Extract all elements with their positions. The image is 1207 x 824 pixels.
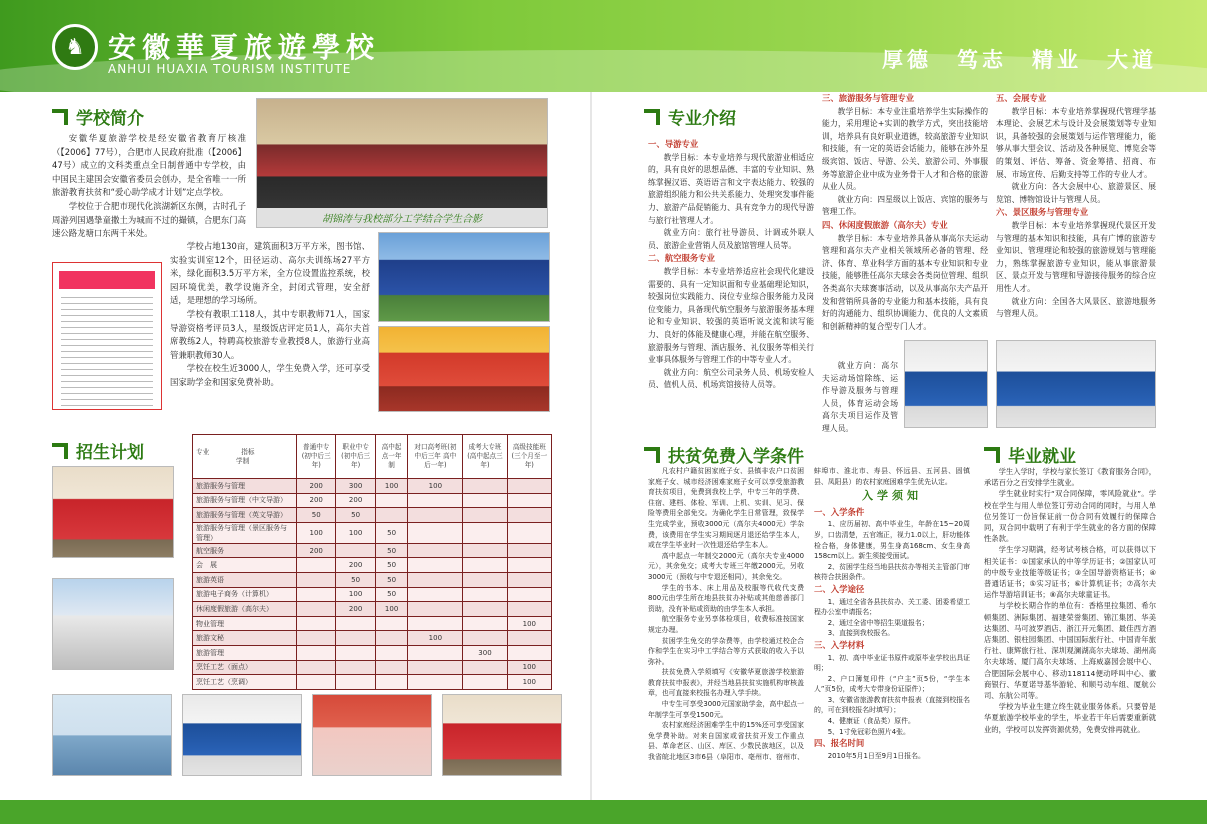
major-4-job: 就业方向：高尔夫运动场馆除练、运作导游及服务与管理人员，体育运动会场高尔夫项目运作及管理人员。 (822, 361, 898, 433)
arrow-icon (984, 447, 1000, 463)
major-3-job: 就业方向：四星级以上饭店、宾馆的服务与管理工作。 (822, 194, 988, 217)
quota-cell (507, 572, 551, 587)
quota-cell (297, 616, 336, 631)
quota-cell: 300 (463, 645, 507, 660)
table-corner-header (193, 435, 297, 479)
major-3-title: 三、旅游服务与管理专业 (822, 93, 915, 103)
table-row (193, 522, 552, 543)
employment-section-title (984, 442, 1076, 467)
column-header: 对口高考班(初中后三年 高中后一年) (408, 435, 463, 479)
quota-cell (507, 493, 551, 508)
column-header: 普通中专(初中后三年) (297, 435, 336, 479)
table-row (193, 479, 552, 494)
quota-cell (375, 616, 408, 631)
admission-req-1: 1、应历届初、高中毕业生，年龄在15~20周岁，口齿清楚，五官端正，视力1.0以上，肝功能体检合格，身体健康，男生身高168cm、女生身高158cm以上。新生须接受面试。 (814, 520, 970, 561)
certificate-body-lines (61, 297, 153, 407)
national-day-photo (378, 326, 550, 412)
quota-cell: 50 (375, 543, 408, 558)
admission-material-1: 1、初、高中毕业证书原件或原毕业学校出具证明； (814, 653, 970, 673)
quota-cell (507, 558, 551, 573)
quota-cell (507, 479, 551, 494)
major-2-job: 就业方向：航空公司录务人员、机场安检人员、值机人员、机场宾馆接待人员等。 (648, 367, 814, 390)
quota-cell: 100 (336, 522, 375, 543)
admission-channel-3: 3、直接到我校报名。 (827, 629, 895, 638)
quota-cell (297, 675, 336, 690)
quota-cell: 200 (297, 479, 336, 494)
intro-paragraph-4: 学校有教职工118人，其中专职教师71人，国家导游资格考评员3人，星级饭店评定员1人，高尔夫首席教练2人，特聘高校旅游专业教授8人，旅游行业高管兼职教师30人。 (170, 308, 370, 360)
arrow-icon (644, 109, 660, 125)
arrow-icon (52, 109, 68, 125)
quota-cell (336, 631, 375, 646)
quota-cell (507, 602, 551, 617)
major-1-goal: 教学目标：本专业培养与现代旅游业相适应的，具有良好的思想品德、丰富的专业知识、熟练掌握汉语、英语语言和文字表达能力、较强的旅游组织能力和公共关系能力、处理突发事件能力、旅游产品促销能力、具有竞争力的现代导游与旅行社管理人才。 (648, 152, 814, 225)
quota-cell (463, 587, 507, 602)
majors-column-1 (648, 138, 814, 392)
enrollment-table (192, 434, 552, 690)
major-6-title: 六、景区服务与管理专业 (996, 207, 1089, 218)
major-5-goal: 教学目标：本专业培养掌握现代管理学基本理论、会展艺术与设计及会展策划等专业知识，具备较强的会展策划与运作管理能力，能够从事大型会议、活动及各种展览、博览会等的策划、评估、筹备、资金筹措、招商、布展、市场宣传、后勤支持等工作的专业人才。 (996, 106, 1156, 179)
intro-paragraph-2: 学校位于合肥市现代化滨湖新区东侧，古时孔子周游列国遇挚童撒土为城而不过的撮镇，合肥东门高速公路龙塘口东两千米处。 (52, 200, 246, 239)
admission-channel-2: 2、通过全省中等招生渠道报名； (827, 618, 929, 627)
stage-performance-photo (312, 694, 432, 776)
header-banner (0, 0, 1207, 92)
quota-cell (336, 675, 375, 690)
intro-paragraph-5: 学校在校生近3000人，学生免费入学，还可享受国家助学金和国家免费补助。 (170, 363, 370, 387)
uniformed-girls-photo (52, 578, 174, 670)
quota-cell (408, 543, 463, 558)
admission-material-5: 5、1寸免冠彩色照片4张。 (827, 727, 910, 736)
school-name-en: ANHUI HUAXIA TOURISM INSTITUTE (108, 62, 352, 76)
quota-cell (336, 543, 375, 558)
admission-material-4: 4、健康证（食品类）原件。 (827, 717, 915, 726)
quota-cell: 50 (297, 508, 336, 523)
table-row (193, 645, 552, 660)
enroll-section-title (52, 438, 144, 463)
campus-pool-photo (52, 694, 172, 776)
quota-cell (297, 645, 336, 660)
quota-cell: 100 (375, 479, 408, 494)
table-row (193, 493, 552, 508)
major-3-goal: 教学目标：本专业注重培养学生实际操作的能力，采用理论+实训的教学方式，突出技能培训，培养具有良好职业道德，较高旅游专业知识和技能，有一定的英语会话能力，能够在涉外星级宾馆、饭店、导游、公关、旅游公司、外事服务等旅游企业中成为业务骨干人才和合格的旅游从业人员。 (822, 106, 988, 192)
quota-cell (408, 660, 463, 675)
major-1-title: 一、导游专业 (648, 139, 699, 149)
major-name-cell: 物业管理 (193, 616, 297, 631)
intro-section-title (52, 104, 144, 129)
aid-paragraph-2: 高中起点一年制交2000元（高尔夫专业4000元），其余免交；成考大专班三年缴2000元，另收3000元（预收与中专退还相同），其余免交。 (648, 551, 804, 581)
major-name-cell: 烹饪工艺（面点） (193, 660, 297, 675)
majors-column-2 (822, 92, 988, 333)
header-level: 学制 (236, 456, 250, 465)
column-header: 高中起点一年制 (375, 435, 408, 479)
employment-paragraph-1: 学生入学时，学校与家长签订《教育服务合同》，承诺百分之百安排学生就业。 (984, 467, 1156, 488)
major-4-goal: 教学目标：本专业培养具备从事高尔夫运动管理和高尔夫产业相关领域所必备的管理、经济、体育、草业科学方面的基本专业知识和专业技能，能够胜任高尔夫球会各类岗位管理、组织各类高尔夫球赛事活动，以及从事高尔夫产品开发和营销所具备的专业能力和基本技能，具有良好的沟通能力、组织协调能力、优良的人文素质和创新精神的复合型专门人才。 (822, 233, 988, 331)
major-name-cell: 航空服务 (193, 543, 297, 558)
quota-cell: 200 (336, 493, 375, 508)
aid-title-text: 扶贫免费入学条件 (668, 447, 804, 467)
quota-cell: 50 (336, 508, 375, 523)
employment-paragraph-3: 学生学习期满，经考试考核合格，可以获得以下相关证书：①国家承认的中等学历证书；②国家认可的中级专业技能等级证书；③全国导游资格证书；④普通话证书；⑤实习证书；⑥计算机证书；⑦高尔夫运作导游培训证书；⑧高尔夫球童证书。 (984, 545, 1156, 600)
quota-cell (507, 645, 551, 660)
aid-section-title (644, 442, 804, 467)
major-4-title: 四、休闲度假旅游（高尔夫）专业 (822, 219, 948, 230)
quota-cell (408, 616, 463, 631)
aid-paragraph-8: 农村家庭经济困难学生中的15%还可享受国家免学费补助。对来自国家或省扶贫开发工作重点县、革命老区、山区、库区、少数民族地区，以及我省皖北地区3市6县（阜阳市、亳州市、宿州市、蚌埠市、淮北市、寿县、怀远县、五河县、固镇县、凤阳县）的农村家庭困难学生优先认定。 (648, 467, 970, 762)
quota-cell (297, 572, 336, 587)
quota-cell (408, 508, 463, 523)
aid-paragraph-1: 凡农村户籍贫困家庭子女、县镇非农户口贫困家庭子女、城市经济困难家庭子女可以享受旅游教育扶贫项目，免费到我校上学，中专三年的学费、住宿、建档、体检、军训、上机、实训、见习、保险等费用全部免交。为确化学生日常管理，致保学生完成学业，预收3000元（高尔夫4000元）学杂费，该费用在学生实习期间逐月退还给学生本人，或在学生毕业时一次性退还给学生本人。 (648, 467, 804, 550)
table-row (193, 602, 552, 617)
quota-cell (375, 508, 408, 523)
quota-cell (408, 558, 463, 573)
quota-cell (463, 493, 507, 508)
quota-cell (507, 508, 551, 523)
page-fold-divider (590, 92, 592, 800)
employment-paragraph-4: 与学校长期合作的单位有：香格里拉集团、希尔顿集团、洲际集团、福建荣誉集团、锦江集团、华美达集团、马可波罗酒店、浙江开元集团、最佳西方酒店集团、银柱园集团、中国国际旅行社、中国青年旅行社、康辉旅行社、深圳观澜湖高尔夫球场、湖州高尔夫球场、厦门高尔夫球场、上海威嘉园会展中心、合肥国际会展中心、移动118114便动呼叫中心、徽商银行、华夏诺导基华游轮、和顺号动车组、厦航公司、东航公司等。 (984, 601, 1156, 701)
group-photo (256, 98, 548, 228)
major-name-cell: 旅游文秘 (193, 631, 297, 646)
column-header: 高级技能班(三个月至一年) (507, 435, 551, 479)
quota-cell: 100 (507, 675, 551, 690)
quota-cell (375, 631, 408, 646)
admission-material-3: 3、安徽省旅游教育扶贫申报表（直接到校报名的，可在到校报名时填写）； (814, 695, 970, 715)
majors-title-text: 专业介绍 (668, 109, 736, 129)
table-row (193, 508, 552, 523)
quota-cell (463, 616, 507, 631)
major-1-job: 就业方向：旅行社导游员、计调或外联人员、旅游企业营销人员及旅馆管理人员等。 (648, 228, 814, 250)
quota-cell: 100 (336, 587, 375, 602)
quota-cell (463, 572, 507, 587)
employment-paragraph-5: 学校为毕业生建立终生就业服务体系。只要曾是华夏旅游学校毕业的学生，毕业若干年后需要重新就业的，学校可以发挥资源优势，免费安排再就业。 (984, 702, 1156, 734)
quota-cell (297, 602, 336, 617)
quota-cell: 200 (297, 493, 336, 508)
aid-paragraph-7: 中专生可享受3000元国家助学金，高中起点一年制学生可享受1500元。 (648, 700, 804, 719)
employment-paragraph-2: 学生就业时实行“双合同保障，零风险就业”。学校在学生与用人单位签订劳动合同的同时，与用人单位另签订一份旨保证前一份合同有效履行的保障合同，双合同中载明了有利于学生就业的各方面的保障性条款。 (984, 489, 1156, 544)
quota-cell (408, 572, 463, 587)
major-name-cell: 休闲度假旅游（高尔夫） (193, 602, 297, 617)
quota-cell: 100 (507, 616, 551, 631)
major-name-cell: 旅游服务与管理（中文导游） (193, 493, 297, 508)
aid-paragraph-5: 贫困学生免交的学杂费等，由学校通过校企合作和学生在实习中工学结合等方式获取的收入予以弥补。 (648, 636, 804, 666)
admission-req-2: 2、贫困学生经当地县扶贫办等相关主管部门审核符合扶困条件。 (814, 562, 970, 582)
major-name-cell: 旅游服务与管理（景区服务与管理） (193, 522, 297, 543)
header-index: 指标 (241, 447, 255, 456)
major-6-job: 就业方向：全国各大风景区、旅游地服务与管理人员。 (996, 296, 1156, 319)
quota-cell (336, 660, 375, 675)
enroll-title-text: 招生计划 (76, 443, 144, 463)
quota-cell (408, 675, 463, 690)
column-header: 职业中专(初中后三年) (336, 435, 375, 479)
quota-cell: 50 (375, 522, 408, 543)
school-motto: 厚德 笃志 精业 大道 (882, 48, 1157, 72)
school-logo-icon: ♞ (52, 24, 98, 70)
quota-cell: 200 (336, 558, 375, 573)
quota-cell (463, 660, 507, 675)
quota-cell: 100 (408, 631, 463, 646)
quota-cell: 200 (297, 543, 336, 558)
certificate-photo (52, 262, 162, 410)
quota-cell: 100 (408, 479, 463, 494)
admission-material-title: 三、入学材料 (814, 639, 865, 650)
quota-cell (507, 543, 551, 558)
aid-paragraph-6: 扶贫免费入学须填写《安徽华夏旅游学校旅游教育扶贫申报表》，并经当地县扶贫实施机构审核盖章，也可直接来校报名办理入学手续。 (648, 668, 804, 698)
admission-date: 2010年5月1日至9月1日报名。 (827, 751, 925, 760)
arrow-icon (52, 443, 68, 459)
major-name-cell: 旅游服务与管理 (193, 479, 297, 494)
major-name-cell: 烹饪工艺（烹调） (193, 675, 297, 690)
major-2-goal: 教学目标：本专业培养适应社会现代化建设需要的、具有一定知识面和专业基础理论知识，较强岗位实践能力、岗位专业综合服务能力及岗位变能力，具备现代航空服务与旅游服务基本理论和专业知识、较强的英语听说文流和读写能力、良好的体能及健康心理，并能在航空服务、旅游服务与管理、酒店服务、礼仪服务等相关行业事具体服务与管理工作的中等专业人才。 (648, 266, 814, 365)
school-name-cn: 安徽華夏旅遊學校 (108, 31, 381, 64)
major-5-job: 就业方向：各大会展中心、旅游景区、展览馆、博物馆设计与管理人员。 (996, 182, 1156, 204)
quota-cell: 100 (297, 522, 336, 543)
header-major: 专业 (196, 447, 210, 456)
quota-cell (463, 558, 507, 573)
quota-cell (408, 522, 463, 543)
students-blue-photo (378, 232, 550, 322)
major-name-cell: 旅游英语 (193, 572, 297, 587)
quota-cell (297, 587, 336, 602)
table-row (193, 572, 552, 587)
intro-paragraph-3: 学校占地130亩，建筑面积3万平方米，图书馆、实验实训室12个，田径运动、高尔夫训练场27平方米，绿化面积3.5万平方米，全方位设置监控系统，校园环境优美，教学设施齐全，封闭式管理，安全舒适，是理想的学习场所。 (170, 241, 370, 306)
intro-text-top (52, 132, 246, 241)
quota-cell (408, 645, 463, 660)
quota-cell: 50 (375, 558, 408, 573)
golf-course-photo (996, 340, 1156, 428)
table-row (193, 675, 552, 690)
major-5-title: 五、会展专业 (996, 93, 1047, 103)
aid-paragraph-3: 学生的书本、床上用品及校服等代收代支费800元由学生所在地县扶贫办补贴或其他慈善部门资助，没有补贴或资助的由学生本人承担。 (648, 583, 804, 613)
quota-cell (408, 493, 463, 508)
employment-text (984, 466, 1156, 735)
table-row (193, 543, 552, 558)
quota-cell (463, 631, 507, 646)
quota-cell (463, 543, 507, 558)
quota-cell (375, 675, 408, 690)
intro-paragraph-1: 安徽华夏旅游学校是经安徽省教育厅核准（【2006】77号），合肥市人民政府批准（【2006】47号）成立的文科类重点全日制普通中专学校，由中国民主建国会安徽省委员会创办，是全省唯一一所旅游教育扶贫和“爱心助学成才计划”定点学校。 (52, 133, 246, 198)
table-row (193, 587, 552, 602)
quota-cell: 300 (336, 479, 375, 494)
quota-cell (297, 558, 336, 573)
quota-cell: 50 (375, 587, 408, 602)
certificate-heading-bar (59, 271, 155, 289)
admission-material-2: 2、户口簿复印件（“户主”页5份，“学生本人”页5份，成考大专带身份证原件）； (814, 674, 970, 694)
quota-cell (507, 631, 551, 646)
aid-paragraph-4: 航空服务专业另享体检项目，收费标准按国家规定办理。 (648, 615, 804, 634)
quota-cell (408, 587, 463, 602)
major-name-cell: 旅游服务与管理（英文导游） (193, 508, 297, 523)
military-training-photo (182, 694, 302, 776)
quota-cell: 100 (375, 602, 408, 617)
quota-cell (463, 602, 507, 617)
quota-cell (297, 631, 336, 646)
admission-title: 入学须知 (862, 489, 922, 503)
etiquette-team-photo (442, 694, 562, 776)
aid-columns (648, 466, 970, 788)
major-name-cell: 会 展 (193, 558, 297, 573)
arrow-icon (644, 447, 660, 463)
quota-cell (463, 675, 507, 690)
major-name-cell: 旅游电子商务（计算机） (193, 587, 297, 602)
major-name-cell: 旅游管理 (193, 645, 297, 660)
employment-title-text: 毕业就业 (1008, 447, 1076, 467)
quota-cell (463, 522, 507, 543)
quota-cell (408, 602, 463, 617)
quota-cell (297, 660, 336, 675)
quota-cell (507, 587, 551, 602)
quota-cell (463, 508, 507, 523)
column-header: 成考大专班(高中起点三年) (463, 435, 507, 479)
quota-cell (375, 645, 408, 660)
quota-cell (375, 493, 408, 508)
group-photo-caption: 胡锦涛与我校部分工学结合学生合影 (257, 208, 547, 227)
major-4-job-block (822, 360, 898, 436)
quota-cell (463, 479, 507, 494)
quota-cell: 50 (375, 572, 408, 587)
quota-cell: 100 (507, 660, 551, 675)
golf-class-photo (904, 340, 988, 428)
table-row (193, 631, 552, 646)
quota-cell: 200 (336, 602, 375, 617)
admission-date-title: 四、报名时间 (814, 738, 865, 749)
admission-channel-1: 1、通过全省各县扶贫办、关工委、团委希望工程办公室申请报名； (814, 597, 970, 617)
quota-cell (507, 522, 551, 543)
receptionists-photo (52, 466, 174, 558)
table-row (193, 660, 552, 675)
majors-column-3 (996, 92, 1156, 321)
quota-cell (336, 645, 375, 660)
admission-req-title: 一、入学条件 (814, 506, 865, 517)
major-6-goal: 教学目标：本专业培养掌握现代景区开发与管理的基本知识和技能，具有广博的旅游专业知识、管理理论和较强的旅游规划与管理能力，熟练掌握旅游专业知识，能从事旅游景区、景点开发与管理和导游接待服务的综合应用性人才。 (996, 220, 1156, 293)
admission-channel-title: 二、入学途径 (814, 583, 865, 594)
quota-cell: 50 (336, 572, 375, 587)
quota-cell (336, 616, 375, 631)
intro-title-text: 学校简介 (76, 109, 144, 129)
major-2-title: 二、航空服务专业 (648, 253, 715, 264)
intro-text-middle (170, 240, 370, 390)
footer-bar (0, 800, 1207, 824)
table-row (193, 616, 552, 631)
quota-cell (375, 660, 408, 675)
table-row (193, 558, 552, 573)
majors-section-title (644, 104, 736, 129)
